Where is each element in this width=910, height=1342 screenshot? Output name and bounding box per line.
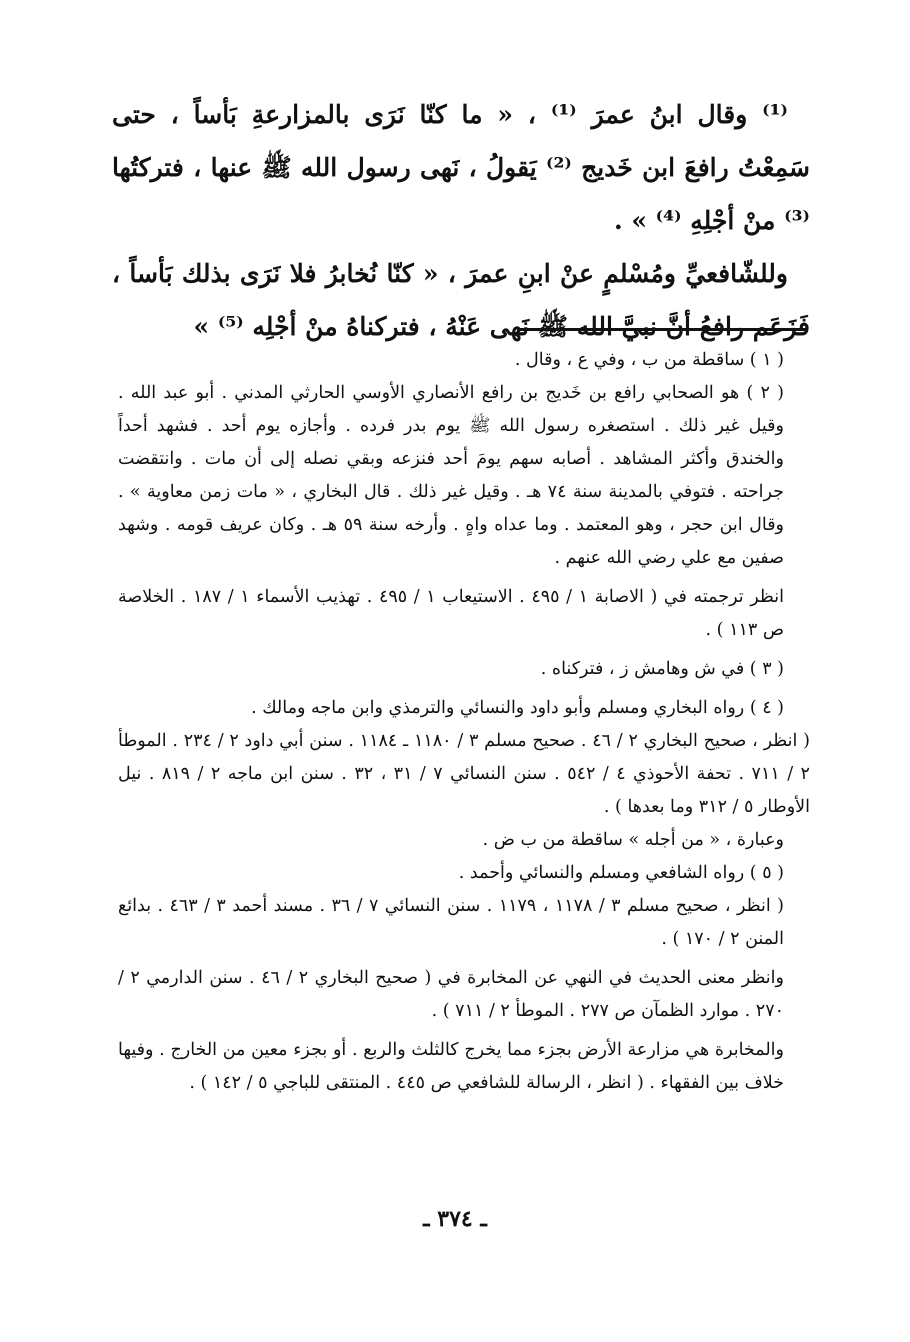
main-text (112, 88, 810, 353)
main-paragraph-2: وللشّافعيِّ ومُسْلمٍ عنْ ابنِ عمرَ ، « كنّا نُخابرُ فلا نَرَى بذلك بَأساً ، فَزَعَم رافعُ أنَّ نبيَّ الله ﷺ نَهى عَنْهُ ، فتركناهُ منْ أجْلِه ⁽⁵⁾ » (112, 259, 810, 341)
footnote-4-sources: ( انظر ، صحيح البخاري ٢ / ٤٦ . صحيح مسلم ٣ / ١١٨٠ ـ ١١٨٤ . سنن أبي داود ٢ / ٢٣٤ . الموطأ ٢ / ٧١١ . تحفة الأحوذي ٤ / ٥٤٢ . سنن النسائي ٧ / ٣١ ، ٣٢ . سنن ابن ماجه ٢ / ٨١٩ . نيل الأوطار ٥ / ٣١٢ وما بعدها ) . (118, 731, 810, 817)
footnotes (118, 344, 810, 1100)
footnote-3: ( ٣ ) في ش وهامش ز ، فتركناه . (540, 659, 784, 679)
main-paragraph-1: ⁽¹⁾ وقال ابنُ عمرَ ⁽¹⁾ ، « ما كنّا نَرَى بالمزارعةِ بَأساً ، حتى سَمِعْتُ رافعَ ابن خَديج ⁽²⁾ يَقولُ ، نَهى رسول الله ﷺ عنها ، فتركتُها ⁽³⁾ منْ أجْلِهِ ⁽⁴⁾ » . (112, 100, 811, 235)
page-number: ـ ٣٧٤ ـ (423, 1206, 487, 1232)
footnote-1: ( ١ ) ساقطة من ب ، وفي ع ، وقال . (514, 350, 784, 370)
footnote-4-note: وعبارة ، « من أجله » ساقطة من ب ض . (482, 830, 784, 850)
footnote-2-sources: انظر ترجمته في ( الاصابة ١ / ٤٩٥ . الاستيعاب ١ / ٤٩٥ . تهذيب الأسماء ١ / ١٨٧ . الخلاصة ص ١١٣ ) . (118, 587, 784, 640)
footnote-5-definition: والمخابرة هي مزارعة الأرض بجزء مما يخرج كالثلث والربع . أو بجزء معين من الخارج . وفيها خلاف بين الفقهاء . ( انظر ، الرسالة للشافعي ص ٤٤٥ . المنتقى للباجي ٥ / ١٤٢ ) . (118, 1040, 784, 1093)
footnote-separator (517, 328, 805, 331)
footnote-5-sources: ( انظر ، صحيح مسلم ٣ / ١١٧٨ ، ١١٧٩ . سنن النسائي ٧ / ٣٦ . مسند أحمد ٣ / ٤٦٣ . بدائع المنن ٢ / ١٧٠ ) . (118, 896, 784, 949)
footnote-2: ( ٢ ) هو الصحابي رافع بن خَديج بن رافع الأنصاري الأوسي الحارثي المدني . أبو عبد الله . وقيل غير ذلك . استصغره رسول الله ﷺ يوم بدر فرده . وأجازه يوم أحد . فشهد أحداً والخندق وأكثر المشاهد . أصابه سهم يومَ أحد فنزعه وبقي نصله إلى أن مات . وانتقضت جراحته . فتوفي بالمدينة سنة ٧٤ هـ . وقيل غير ذلك . قال البخاري ، « مات زمن معاوية » . وقال ابن حجر ، وهو المعتمد . وما عداه واهٍ . وأرخه سنة ٥٩ هـ . وكان عريف قومه . وشهد صفين مع علي رضي الله عنهم . (118, 383, 785, 568)
footnote-5-related: وانظر معنى الحديث في النهي عن المخابرة في ( صحيح البخاري ٢ / ٤٦ . سنن الدارمي ٢ / ٢٧٠ . موارد الظمآن ص ٢٧٧ . الموطأ ٢ / ٧١١ ) . (118, 968, 784, 1021)
footnote-5: ( ٥ ) رواه الشافعي ومسلم والنسائي وأحمد . (458, 863, 784, 883)
footnote-4: ( ٤ ) رواه البخاري ومسلم وأبو داود والنسائي والترمذي وابن ماجه ومالك . (251, 698, 784, 718)
